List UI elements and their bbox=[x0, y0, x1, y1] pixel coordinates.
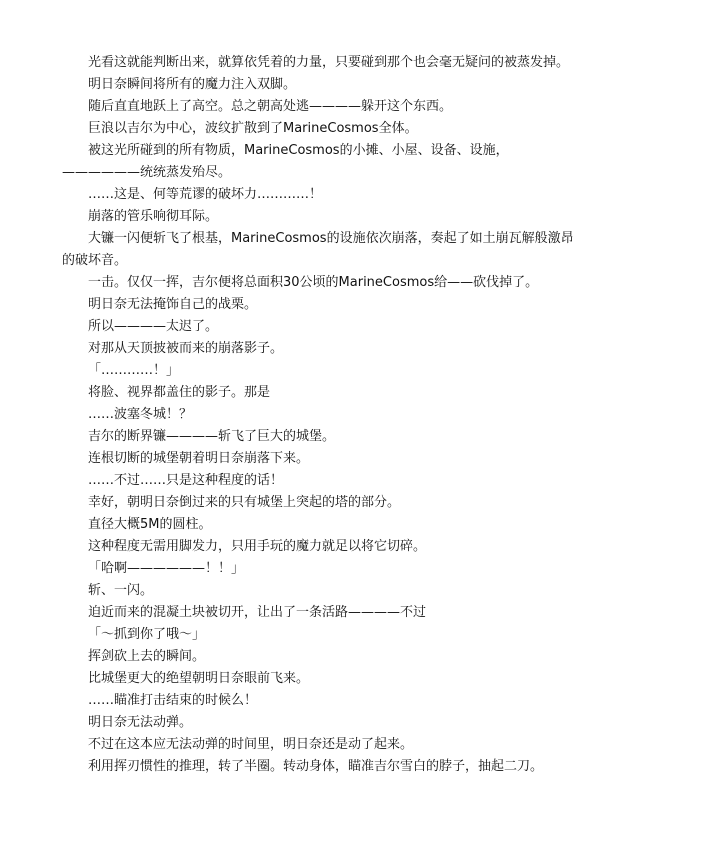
paragraph: 随后直直地跃上了高空。总之朝高处逃————躲开这个东西。 bbox=[88, 99, 453, 114]
paragraph: 大镰一闪便斩飞了根基，MarineCosmos的设施依次崩落，奏起了如土崩瓦解般激昂的破坏音。 bbox=[62, 231, 574, 268]
paragraph: 光看这就能判断出来，就算依凭着的力量，只要碰到那个也会毫无疑问的被蒸发掉。 bbox=[88, 55, 570, 70]
paragraph: 比城堡更大的绝望朝明日奈眼前飞来。 bbox=[88, 671, 310, 686]
paragraph: 明日奈无法动弹。 bbox=[88, 715, 193, 730]
paragraph: ……瞄准打击结束的时候么！ bbox=[88, 693, 258, 708]
paragraph: 幸好，朝明日奈倒过来的只有城堡上突起的塔的部分。 bbox=[88, 495, 401, 510]
paragraph: 连根切断的城堡朝着明日奈崩落下来。 bbox=[88, 451, 310, 466]
paragraph: 一击。仅仅一挥，吉尔便将总面积30公顷的MarineCosmos给——砍伐掉了。 bbox=[88, 275, 539, 290]
novel-text bbox=[62, 52, 582, 778]
paragraph: 挥剑砍上去的瞬间。 bbox=[88, 649, 206, 664]
paragraph: 这种程度无需用脚发力，只用手玩的魔力就足以将它切碎。 bbox=[88, 539, 427, 554]
paragraph: 崩落的管乐响彻耳际。 bbox=[88, 209, 219, 224]
paragraph: ……不过……只是这种程度的话！ bbox=[88, 473, 284, 488]
paragraph: 吉尔的断界镰————斩飞了巨大的城堡。 bbox=[88, 429, 336, 444]
paragraph: 利用挥刃惯性的推理，转了半圈。转动身体，瞄准吉尔雪白的脖子，抽起二刀。 bbox=[88, 759, 544, 774]
paragraph: 「哈啊——————！！」 bbox=[88, 561, 245, 576]
paragraph: 被这光所碰到的所有物质，MarineCosmos的小摊、小屋、设备、设施，——————统统蒸发殆尽。 bbox=[62, 143, 509, 180]
paragraph: 不过在这本应无法动弹的时间里，明日奈还是动了起来。 bbox=[88, 737, 414, 752]
paragraph: 直径大概5M的圆柱。 bbox=[88, 517, 212, 532]
paragraph: ……波塞冬城！？ bbox=[88, 407, 193, 422]
paragraph: 将脸、视界都盖住的影子。那是 bbox=[88, 385, 271, 400]
paragraph: ……这是、何等荒谬的破坏力…………！ bbox=[88, 187, 323, 202]
paragraph: 「…………！」 bbox=[88, 363, 180, 378]
paragraph: 巨浪以吉尔为中心，波纹扩散到了MarineCosmos全体。 bbox=[88, 121, 418, 136]
paragraph: 明日奈无法掩饰自己的战栗。 bbox=[88, 297, 258, 312]
paragraph: 「～抓到你了哦～」 bbox=[88, 627, 206, 642]
paragraph: 明日奈瞬间将所有的魔力注入双脚。 bbox=[88, 77, 297, 92]
paragraph: 所以————太迟了。 bbox=[88, 319, 219, 334]
paragraph: 斩、一闪。 bbox=[88, 583, 154, 598]
paragraph: 对那从天顶披被而来的崩落影子。 bbox=[88, 341, 284, 356]
paragraph: 迫近而来的混凝土块被切开，让出了一条活路————不过 bbox=[88, 605, 427, 620]
